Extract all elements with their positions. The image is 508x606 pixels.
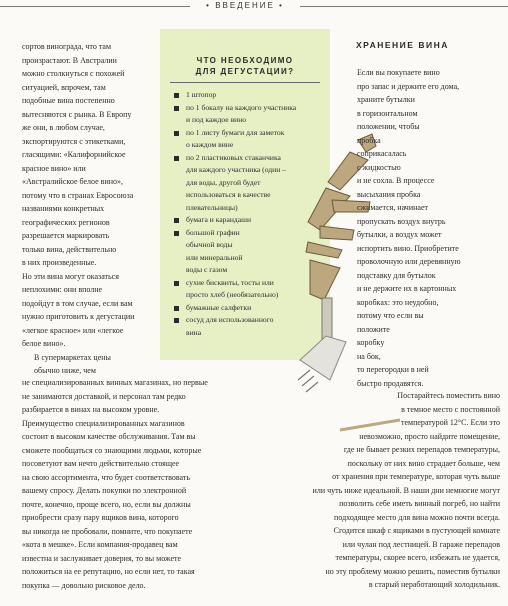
text-line: можно столкнуться с похожей bbox=[22, 69, 125, 78]
text-line: Но эти вина могут оказаться bbox=[22, 271, 119, 281]
section-title-text: ВВЕДЕНИЕ bbox=[215, 1, 275, 10]
text-line: проволочную или деревянную bbox=[357, 257, 461, 266]
checklist-item-text: бумага и карандаши bbox=[186, 215, 252, 224]
text-line: температуры, скорее всего, избежать не удается, bbox=[335, 553, 500, 562]
text-line: на бок, bbox=[357, 351, 381, 361]
text-line: в темное место с постоянной bbox=[401, 404, 500, 414]
text-line: пропускать воздух внутрь bbox=[357, 216, 446, 226]
text-line: Сгодится шкаф с ящиками в пустующей комнате bbox=[333, 526, 500, 535]
text-line: разбирается в винах на высоком уровне. bbox=[22, 405, 160, 414]
checklist-item-text: по 2 пластиковых стаканчика bbox=[186, 152, 281, 162]
text-line: в горизонтальном bbox=[357, 108, 418, 118]
checklist-item-text: использоваться в качестве bbox=[186, 190, 271, 199]
text-line: положите bbox=[357, 324, 390, 334]
checklist-title-line2: ДЛЯ ДЕГУСТАЦИИ? bbox=[195, 67, 295, 76]
text-line: известна и заслуживает доверия, то вы можете bbox=[22, 553, 182, 563]
text-line: сортов винограда, что там bbox=[22, 42, 112, 51]
text-line: или чулан под лестницей. В гараже перепадов bbox=[342, 539, 500, 549]
text-line: положении, чтобы bbox=[357, 122, 420, 131]
text-line: неплохими: они вполне bbox=[22, 285, 103, 294]
text-line: с жидкостью bbox=[357, 162, 401, 172]
text-line: красное вино» или bbox=[22, 163, 86, 173]
checklist-item-text: или минеральной bbox=[186, 252, 243, 262]
text-line: подставку для бутылок bbox=[357, 270, 436, 280]
text-line: про запас и держите его дома, bbox=[357, 81, 460, 91]
text-line: подойдут в том случае, если вам bbox=[22, 298, 133, 308]
header-rule-left bbox=[0, 6, 190, 7]
text-line: поскольку от них вино страдает больше, чем bbox=[347, 458, 500, 468]
text-line: температурой 12°С. Если это bbox=[400, 418, 500, 427]
text-line: невозможно, просто найдите помещение, bbox=[359, 431, 500, 441]
text-line: посоветуют вам нечто действительно стоящее bbox=[22, 459, 180, 468]
text-line: только вина, действительно bbox=[22, 244, 117, 254]
text-line: быстро продавятся. bbox=[357, 378, 424, 388]
checklist-item-text: воды с газом bbox=[186, 265, 228, 274]
text-line: Преимущество специализированных магазинов bbox=[22, 418, 185, 428]
checklist-item-text: для воды, другой будет bbox=[186, 177, 261, 187]
checklist-item-text: о каждом вине bbox=[186, 140, 234, 149]
text-line: экспортируются с этикетками, bbox=[22, 136, 126, 146]
left-column-text bbox=[22, 40, 172, 378]
text-line: географических регионов bbox=[22, 217, 110, 227]
checklist-item-text: и под каждое вино bbox=[186, 115, 247, 124]
text-line: позволить себе иметь винный погреб, но найти bbox=[339, 499, 500, 508]
checklist-item bbox=[173, 102, 330, 127]
supermarket-text bbox=[22, 376, 282, 592]
text-line: покупка — довольно рисковое дело. bbox=[22, 580, 146, 590]
checklist-item-text: для каждого участника (один – bbox=[186, 165, 286, 174]
text-line: вытесняются с рынка. В Европу bbox=[22, 109, 132, 119]
text-line: белое вино». bbox=[22, 339, 66, 348]
checklist-title-line1: ЧТО НЕОБХОДИМО bbox=[196, 56, 294, 65]
text-line: названиями конкретных bbox=[22, 204, 105, 213]
text-line: соприкасалась bbox=[357, 149, 407, 158]
checklist-title bbox=[160, 55, 330, 77]
checklist-item-text: просто хлеб (необязательно) bbox=[186, 290, 279, 299]
text-line: приобрести сразу пару ящиков вина, которого bbox=[22, 513, 179, 522]
storage-section-heading: ХРАНЕНИЕ ВИНА bbox=[356, 40, 449, 50]
text-line: же они, в любом случае, bbox=[22, 123, 105, 132]
text-line: где не бывает резких перепадов температуры, bbox=[343, 445, 500, 454]
text-line: или чуть ниже идеальной. В наши дни немногие могут bbox=[312, 485, 500, 495]
checklist-item-text: большой графин bbox=[186, 227, 240, 237]
checklist-item-text: 1 штопор bbox=[186, 90, 217, 99]
text-line: сжимается, начинает bbox=[357, 203, 428, 212]
text-line: но эту проблему можно решить, поместив бутылки bbox=[325, 566, 500, 576]
text-line: от хранения при температуре, которая чуть выше bbox=[332, 472, 500, 481]
text-line: коробку bbox=[357, 338, 385, 347]
text-line: испортить вино. Приобретите bbox=[357, 243, 459, 253]
checklist-item-text: по 1 листу бумаги для заметок bbox=[186, 127, 285, 137]
checklist-divider bbox=[170, 82, 320, 83]
text-line: потому что в странах Евросоюза bbox=[22, 190, 134, 200]
text-line: подходящее место для вина можно почти всегда. bbox=[334, 512, 500, 522]
paragraph-2 bbox=[22, 351, 172, 378]
text-line: в них произведенные. bbox=[22, 258, 97, 267]
checklist-item-text: сухие бисквиты, тосты или bbox=[186, 277, 274, 287]
checklist-item bbox=[173, 89, 330, 102]
text-line: почте, конечно, проще всего, но, если вы должны bbox=[22, 499, 191, 509]
text-line: гласящими: «Калифорнийское bbox=[22, 150, 126, 159]
text-line: вашему спросу. Делать покупки по электронной bbox=[22, 486, 187, 495]
paragraph-1 bbox=[22, 40, 172, 351]
text-line: пробка bbox=[357, 135, 381, 145]
text-line: вы никогда не пробовали, помните, что покупаете bbox=[22, 526, 193, 536]
storage-text-top bbox=[357, 66, 505, 390]
text-line: и не сохла. В процессе bbox=[357, 176, 435, 185]
checklist-item-text: бумажные салфетки bbox=[186, 302, 252, 312]
text-line: Постарайтесь поместить вино bbox=[397, 391, 500, 400]
checklist-item-text: плевательницы) bbox=[186, 202, 238, 212]
text-line: не специализированных винных магазинах, но первые bbox=[22, 378, 208, 387]
text-line: сможете пообщаться со знающими людьми, которые bbox=[22, 445, 202, 455]
text-line: обычно ниже, чем bbox=[34, 366, 96, 375]
text-line: произрастают. В Австралии bbox=[22, 55, 117, 65]
text-line: и не держите их в картонных bbox=[357, 284, 457, 293]
checklist-item-text: вина bbox=[186, 327, 202, 337]
header-rule-right bbox=[300, 6, 508, 7]
checklist-item-text: сосуд для использованного bbox=[186, 315, 274, 324]
text-line: В супермаркетах цены bbox=[34, 352, 111, 362]
text-line: то перегородки в ней bbox=[357, 365, 429, 374]
text-line: подобные вина постепенно bbox=[22, 96, 115, 105]
text-line: потому что если вы bbox=[357, 311, 424, 320]
text-line: в старый неработающий холодильник. bbox=[368, 580, 500, 589]
running-header bbox=[0, 0, 508, 14]
text-line: состоит в высоком качестве обслуживания. Там вы bbox=[22, 432, 196, 441]
text-line: коробках: это неудобно, bbox=[357, 297, 439, 307]
text-line: «легкое красное» или «легкое bbox=[22, 325, 124, 335]
text-line: высыхания пробка bbox=[357, 189, 421, 199]
text-line: «кота в мешке». Если компания-продавец вам bbox=[22, 540, 178, 549]
text-line: разрешается маркировать bbox=[22, 231, 110, 240]
text-line: храните бутылки bbox=[357, 95, 415, 104]
text-line: бутылки, а воздух может bbox=[357, 230, 442, 239]
text-line: положиться на ее репутацию, но если нет, то такая bbox=[22, 567, 195, 576]
text-line: ситуацией, впрочем, там bbox=[22, 82, 106, 92]
text-line: нужно приготовить к дегустации bbox=[22, 312, 135, 321]
text-line: не занимаются доставкой, и персонал там редко bbox=[22, 391, 186, 401]
checklist-item-text: по 1 бокалу на каждого участника bbox=[186, 102, 297, 112]
section-title: • ВВЕДЕНИЕ • bbox=[206, 1, 284, 10]
text-line: на свою ассортимента, что будет соответствовать bbox=[22, 472, 190, 482]
checklist-item-text: обычной воды bbox=[186, 240, 233, 249]
text-line: «Австралийское белое вино», bbox=[22, 177, 124, 186]
text-line: Если вы покупаете вино bbox=[357, 68, 440, 77]
